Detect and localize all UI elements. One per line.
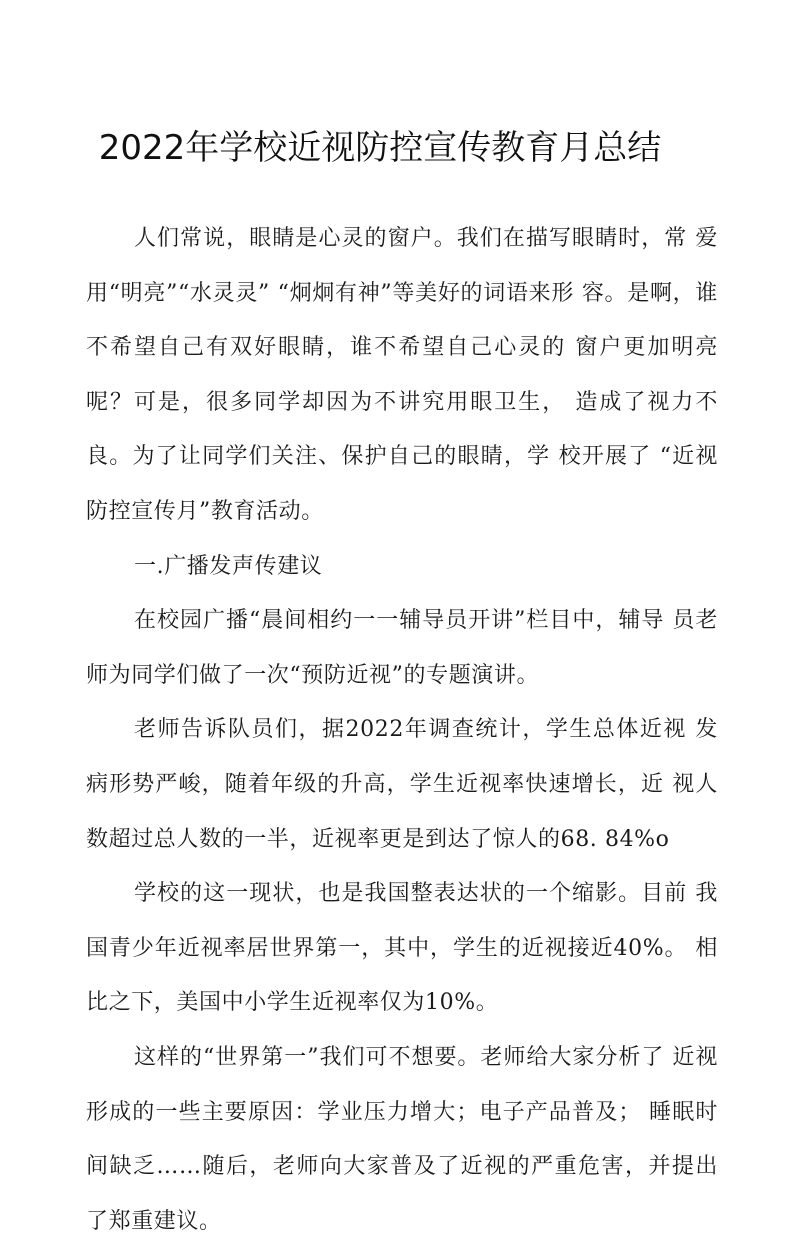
paragraph-causes: 这样的“世界第一”我们可不想要。老师给大家分析了 近视形成的一些主要原因：学业压力增大；电子产品普及； 睡眠时间缺乏……随后，老师向大家普及了近视的严重危害，并提出了郑重建议。	[86, 1044, 718, 1234]
paragraph-broadcast: 在校园广播“晨间相约一一辅导员开讲”栏目中，辅导 员老师为同学们做了一次“预防近视”的专题演讲。	[86, 608, 718, 688]
paragraph-statistics: 老师告诉队员们，据2022年调查统计，学生总体近视 发病形势严峻，随着年级的升高，学生近视率快速增长，近 视人数超过总人数的一半，近视率更是到达了惊人的68. 84%o	[86, 717, 718, 852]
intro-paragraph: 人们常说，眼睛是心灵的窗户。我们在描写眼睛时，常 爱用“明亮”“水灵灵” “炯炯有神”等美好的词语来形 容。是啊，谁不希望自己有双好眼睛，谁不希望自己心灵的 窗户更加明亮呢？可是，很多同学却因为不讲究用眼卫生， 造成了视力不良。为了让同学们关注、保护自己的眼睛，学 校开展了 “近视防控宣传月”教育活动。	[86, 226, 718, 524]
section-heading: 一.广播发声传建议	[134, 553, 323, 579]
paragraph-national-status: 学校的这一现状，也是我国整表达状的一个缩影。目前 我国青少年近视率居世界第一，其中，学生的近视接近40%。 相比之下，美国中小学生近视率仅为10%。	[86, 881, 718, 1016]
document-body	[86, 212, 718, 1249]
document-title: 2022年学校近视防控宣传教育月总结	[98, 128, 662, 168]
